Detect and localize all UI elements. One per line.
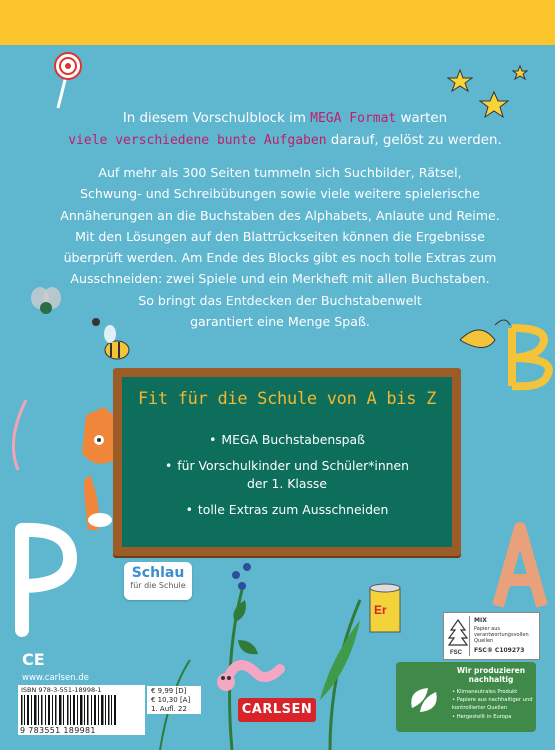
letter-b-outline — [512, 328, 549, 386]
price-line: € 10,30 [A] — [151, 695, 191, 704]
price-line: 1. Aufl. 22 — [151, 704, 187, 713]
schlau-series-logo: Schlau für die Schule — [124, 562, 192, 600]
intro-highlight-mega: MEGA Format — [310, 111, 397, 126]
barcode-number: 9 783551 189981 — [20, 726, 96, 735]
caterpillar-icon — [217, 665, 280, 691]
fsc-label — [443, 612, 540, 660]
feature-item: • tolle Extras zum Ausschneiden — [185, 502, 389, 517]
letter-o-outline — [14, 400, 27, 470]
intro-line-1: In diesem Vorschulblock im MEGA Format warten — [122, 111, 448, 126]
chalkboard-title: Fit für die Schule von A bis Z — [137, 389, 437, 409]
sustainability-item: • Klimaneutrales Produkt — [452, 688, 536, 696]
description-line: Auf mehr als 300 Seiten tummeln sich Suchbilder, Rätsel, — [98, 165, 462, 180]
isbn-text: ISBN 978-3-551-18998-1 — [21, 686, 102, 694]
ce-mark: CE — [22, 650, 45, 669]
description-line: Ausschneiden: zwei Spiele und ein Merkheft mit allen Buchstaben. — [70, 271, 490, 287]
fsc-text: Papier aus verantwortungsvollen Quellen — [474, 626, 529, 644]
sustainability-list — [452, 688, 536, 721]
publisher-url: www.carlsen.de — [22, 673, 89, 683]
chalkboard — [113, 368, 461, 556]
description-line: Annäherungen an die Buchstaben des Alphabets, Anlaute und Reime. — [60, 207, 500, 223]
description-line: Schwung- und Schreibübungen sowie viele weitere spielerische — [80, 186, 480, 202]
barcode — [18, 685, 145, 735]
description-line: garantiert eine Menge Spaß. — [190, 314, 370, 330]
intro-text — [60, 108, 510, 152]
svg-text:Er: Er — [374, 603, 387, 617]
fsc-tree-icon — [447, 616, 470, 656]
sustainability-item: • Hergestellt in Europa — [452, 713, 536, 721]
letter-p-outline — [22, 530, 70, 630]
recycle-leaf-icon — [404, 680, 444, 720]
barcode-bars — [21, 695, 117, 725]
star-icon — [513, 66, 527, 79]
description-line: überprüft werden. Am Ende des Blocks gibt es noch tolle Extras zum — [63, 250, 497, 266]
tin-can-icon — [370, 584, 400, 632]
description-line: So bringt das Entdecken der Buchstabenwelt — [138, 292, 422, 308]
fsc-mix: MIX — [474, 617, 487, 624]
star-icon — [448, 70, 472, 91]
feature-list — [122, 431, 452, 527]
intro-highlight-tasks: viele verschiedene bunte Aufgaben — [68, 133, 327, 148]
feature-item: • für Vorschulkinder und Schüler*innen der 1. Klasse — [164, 458, 410, 491]
feature-item: • MEGA Buchstabenspaß — [209, 432, 365, 447]
sustainability-heading: Wir produzieren nachhaltig — [456, 666, 526, 684]
sustainability-badge — [396, 662, 536, 732]
description-line: Mit den Lösungen auf den Blattrückseiten können die Ergebnisse — [75, 228, 485, 244]
description-text — [40, 162, 520, 332]
price-line: € 9,99 [D] — [151, 687, 187, 695]
sustainability-item: • Papiere aus nachhaltiger und kontrollierter Quellen — [452, 696, 536, 712]
letter-a-outline — [498, 528, 542, 606]
price-box — [147, 686, 201, 714]
publisher-logo: CARLSEN — [238, 698, 316, 722]
svg-text:FSC: FSC — [450, 650, 462, 656]
lollipop-icon — [55, 53, 81, 108]
fsc-code: FSC® C109273 — [474, 647, 525, 654]
intro-line-2: viele verschiedene bunte Aufgaben darauf, gelöst zu werden. — [68, 133, 502, 148]
